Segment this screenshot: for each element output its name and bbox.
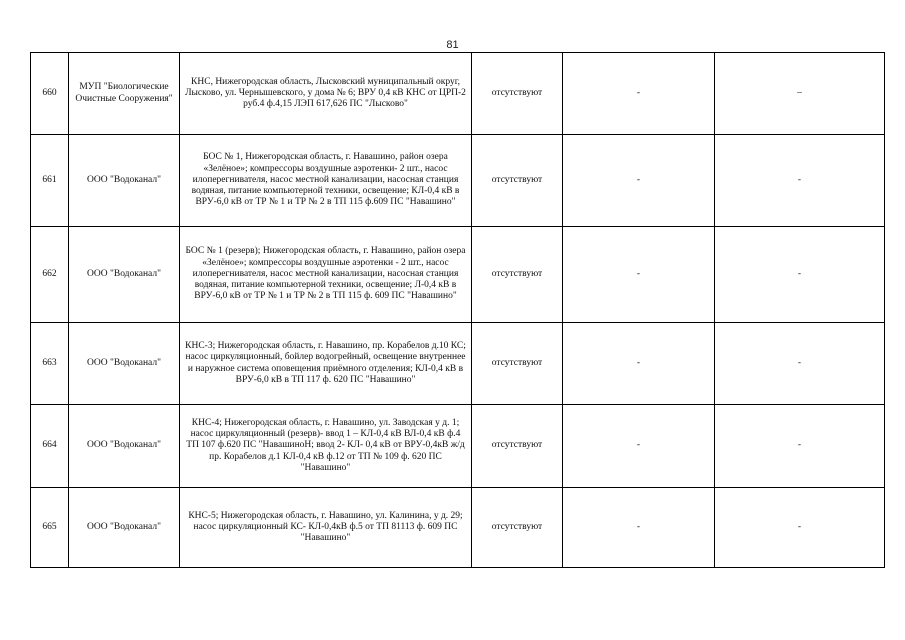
status-cell: отсутствуют <box>472 405 563 488</box>
row-number-cell: 661 <box>31 135 69 227</box>
organization-cell: ООО "Водоканал" <box>69 323 180 405</box>
organization-cell: ООО "Водоканал" <box>69 405 180 488</box>
column-6-cell: - <box>715 405 885 488</box>
column-5-cell: - <box>563 135 715 227</box>
column-5-cell: - <box>563 227 715 323</box>
table-row <box>31 405 885 488</box>
table-row <box>31 323 885 405</box>
records-table <box>30 52 885 568</box>
row-number-cell: 662 <box>31 227 69 323</box>
column-5-cell: - <box>563 323 715 405</box>
organization-cell: ООО "Водоканал" <box>69 488 180 568</box>
row-number-cell: 663 <box>31 323 69 405</box>
status-cell: отсутствуют <box>472 135 563 227</box>
organization-cell: ООО "Водоканал" <box>69 227 180 323</box>
object-description-cell: БОС № 1 (резерв); Нижегородская область, г. Навашино, район озера «Зелёное»; компрессоры воздушные аэротенки - 2 шт., насос илоперегнивателя, насос местной канализации, насосная станция водяная, питание компьютерной техники, освещение; Л-0,4 кВ в ВРУ-6,0 кВ от ТР № 1 и ТР № 2 в ТП 115 ф. 609 ПС "Навашино" <box>180 227 472 323</box>
column-5-cell: - <box>563 405 715 488</box>
page-number: 81 <box>446 39 459 51</box>
object-description-cell: КНС-3; Нижегородская область, г. Навашино, пр. Корабелов д.10 КС; насос циркуляционный, бойлер водогрейный, освещение внутреннее и наружное система оповещения приёмного отделения; КЛ-0,4 кВ в ВРУ-6,0 кВ в ТП 117 ф. 620 ПС "Навашино" <box>180 323 472 405</box>
status-cell: отсутствуют <box>472 227 563 323</box>
table-row <box>31 53 885 135</box>
table-row <box>31 488 885 568</box>
object-description-cell: КНС-5; Нижегородская область, г. Навашино, ул. Калинина, у д. 29; насос циркуляционный КС- КЛ-0,4кВ ф.5 от ТП 81113 ф. 609 ПС "Навашино" <box>180 488 472 568</box>
object-description-cell: КНС, Нижегородская область, Лысковский муниципальный округ, Лысково, ул. Чернышевского, у дома № 6; ВРУ 0,4 кВ КНС от ЦРП-2 руб.4 ф.4,15 ЛЭП 617,626 ПС "Лысково" <box>180 53 472 135</box>
column-6-cell: - <box>715 135 885 227</box>
status-cell: отсутствуют <box>472 53 563 135</box>
column-6-cell: - <box>715 227 885 323</box>
status-cell: отсутствуют <box>472 488 563 568</box>
table-row <box>31 135 885 227</box>
row-number-cell: 665 <box>31 488 69 568</box>
row-number-cell: 660 <box>31 53 69 135</box>
object-description-cell: БОС № 1, Нижегородская область, г. Навашино, район озера «Зелёное»; компрессоры воздушные аэротенки- 2 шт., насос илоперегнивателя, насос местной канализации, насосная станция водяная, питание компьютерной техники, освещение; КЛ-0,4 кВ в ВРУ-6,0 кВ от ТР № 1 и ТР № 2 в ТП 115 ф.609 ПС "Навашино" <box>180 135 472 227</box>
column-6-cell: – <box>715 53 885 135</box>
organization-cell: МУП "Биологические Очистные Сооружения" <box>69 53 180 135</box>
row-number-cell: 664 <box>31 405 69 488</box>
table-row <box>31 227 885 323</box>
column-5-cell: - <box>563 488 715 568</box>
column-6-cell: - <box>715 323 885 405</box>
column-6-cell: - <box>715 488 885 568</box>
column-5-cell: - <box>563 53 715 135</box>
object-description-cell: КНС-4; Нижегородская область, г. Навашино, ул. Заводская у д. 1; насос циркуляционный (резерв)- ввод 1 – КЛ-0,4 кВ ВЛ-0,4 кВ ф.4 ТП 107 ф.620 ПС "НавашиноН; ввод 2- КЛ- 0,4 кВ от ВРУ-0,4кВ ж/д пр. Корабелов д.1 КЛ-0,4 кВ ф.12 от ТП № 109 ф. 620 ПС "Навашино" <box>180 405 472 488</box>
status-cell: отсутствуют <box>472 323 563 405</box>
organization-cell: ООО "Водоканал" <box>69 135 180 227</box>
